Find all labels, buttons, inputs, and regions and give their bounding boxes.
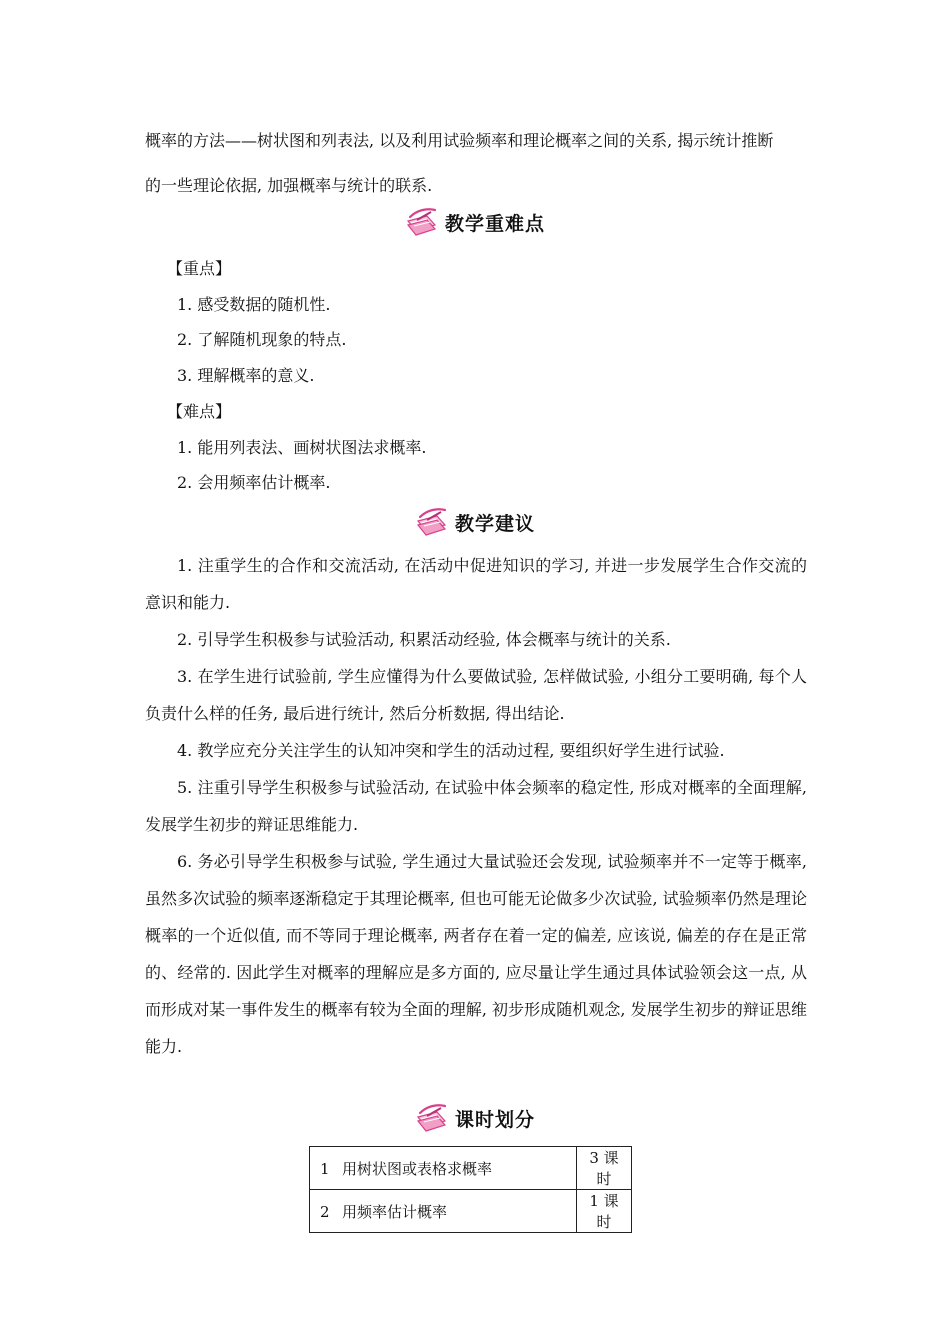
table-row	[310, 1147, 632, 1190]
suggestion-item: 5. 注重引导学生积极参与试验活动, 在试验中体会频率的稳定性, 形成对概率的全面理解, 发展学生初步的辩证思维能力.	[145, 778, 807, 834]
suggestion-item: 4. 教学应充分关注学生的认知冲突和学生的活动过程, 要组织好学生进行试验.	[177, 741, 725, 760]
table-cell-topic	[310, 1190, 577, 1233]
intro-line: 概率的方法——树状图和列表法, 以及利用试验频率和理论概率之间的关系, 揭示统计推断	[145, 131, 774, 150]
notebook-pen-icon	[415, 507, 449, 537]
difficult-item: 2. 会用频率估计概率.	[177, 473, 331, 493]
table-cell-topic	[310, 1147, 577, 1190]
intro-paragraph	[145, 118, 807, 208]
difficult-item: 1. 能用列表法、画树状图法求概率.	[177, 437, 427, 457]
section-heading-suggestions	[0, 502, 950, 542]
key-difficult-block	[145, 251, 807, 501]
key-item: 1. 感受数据的随机性.	[177, 294, 331, 314]
row-topic: 用频率估计概率	[342, 1202, 448, 1221]
row-number: 2	[320, 1202, 330, 1221]
section-heading-key-difficult	[0, 202, 950, 242]
section-title: 课时划分	[454, 1108, 535, 1131]
section-heading-schedule	[0, 1098, 950, 1138]
notebook-pen-icon	[415, 1103, 449, 1133]
table-cell-hours: 3 课时	[577, 1147, 632, 1190]
suggestions-block	[145, 547, 807, 1065]
section-title: 教学重难点	[444, 212, 545, 235]
row-number: 1	[320, 1159, 330, 1178]
intro-line: 的一些理论依据, 加强概率与统计的联系.	[145, 176, 433, 195]
notebook-pen-icon	[405, 207, 439, 237]
row-topic: 用树状图或表格求概率	[342, 1159, 493, 1178]
key-item: 3. 理解概率的意义.	[177, 366, 315, 386]
suggestion-item: 6. 务必引导学生积极参与试验, 学生通过大量试验还会发现, 试验频率并不一定等于概率, 虽然多次试验的频率逐渐稳定于其理论概率, 但也可能无论做多少次试验, 试验频率仍然是理论概率的一个近似值, 而不等同于理论概率, 两者存在着一定的偏差, 应该说, 偏差的存在是正常的、经常的. 因此学生对概率的理解应是多方面的, 应尽量让学生通过具体试验领会这一点, 从而形成对某一事件发生的概率有较为全面的理解, 初步形成随机观念, 发展学生初步的辩证思维能力.	[145, 852, 807, 1056]
table-cell-hours: 1 课时	[577, 1190, 632, 1233]
key-item: 2. 了解随机现象的特点.	[177, 330, 347, 350]
difficult-label: 【难点】	[167, 401, 232, 421]
schedule-table	[309, 1146, 632, 1233]
suggestion-item: 2. 引导学生积极参与试验活动, 积累活动经验, 体会概率与统计的关系.	[177, 630, 671, 649]
table-row	[310, 1190, 632, 1233]
suggestion-item: 1. 注重学生的合作和交流活动, 在活动中促进知识的学习, 并进一步发展学生合作交流的意识和能力.	[145, 556, 807, 612]
suggestion-item: 3. 在学生进行试验前, 学生应懂得为什么要做试验, 怎样做试验, 小组分工要明确, 每个人负责什么样的任务, 最后进行统计, 然后分析数据, 得出结论.	[145, 667, 807, 723]
section-title: 教学建议	[454, 512, 535, 535]
key-label: 【重点】	[167, 259, 232, 278]
